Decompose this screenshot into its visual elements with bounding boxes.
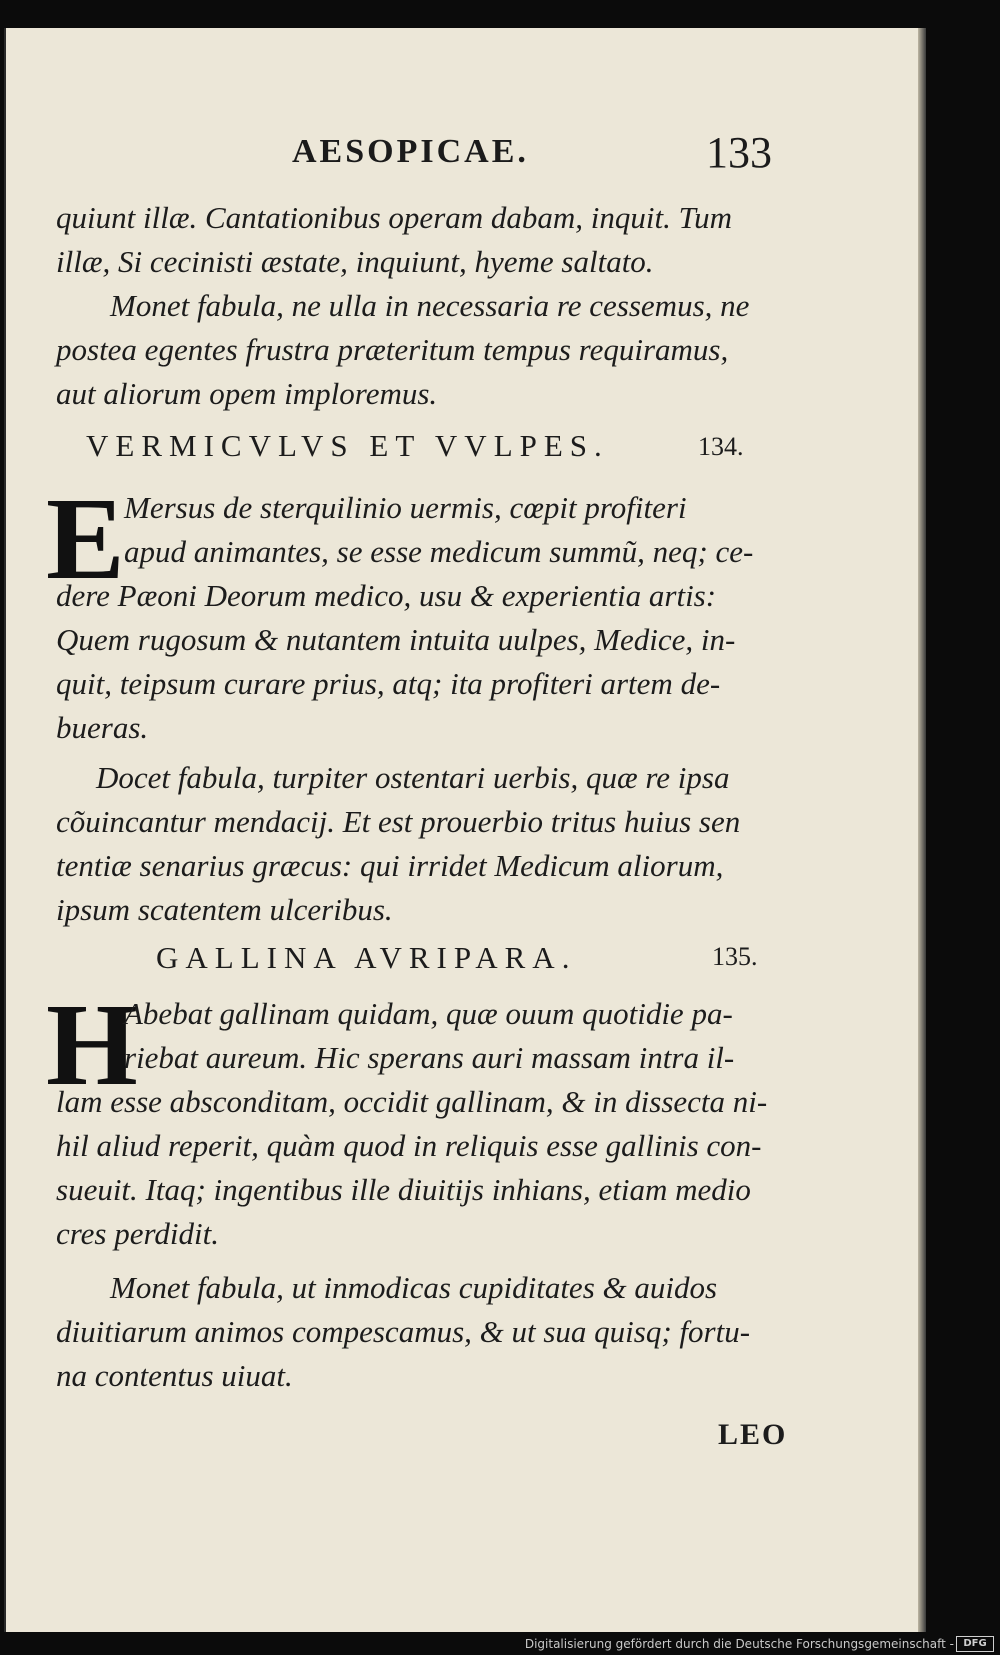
text-line: quiunt illæ. Cantationibus operam dabam, inquit. Tum [56, 200, 733, 235]
moral-line: ipsum scatentem ulceribus. [56, 892, 393, 927]
book-page [4, 28, 924, 1632]
fable-title: GALLINA AVRIPARA. [156, 940, 577, 975]
page-number: 133 [706, 128, 772, 177]
page-header [6, 128, 924, 183]
moral-line: Monet fabula, ne ulla in necessaria re cessemus, ne [110, 288, 750, 323]
page-edge [918, 28, 926, 1632]
moral-line: Monet fabula, ut inmodicas cupiditates & auidos [110, 1270, 718, 1305]
text-line: illæ, Si cecinisti æstate, inquiunt, hyeme saltato. [56, 244, 654, 279]
running-head: AESOPICAE. [292, 133, 529, 170]
text-line: apud animantes, se esse medicum summũ, neq; ce- [124, 534, 754, 569]
fable-title: VERMICVLVS ET VVLPES. [86, 428, 609, 463]
moral-line: postea egentes frustra præteritum tempus requiramus, [56, 332, 729, 367]
text-line: cres perdidit. [56, 1216, 220, 1251]
moral-line: tentiæ senarius græcus: qui irridet Medicum aliorum, [56, 848, 724, 883]
moral-line: na contentus uiuat. [56, 1358, 293, 1393]
text-line: sueuit. Itaq; ingentibus ille diuitijs inhians, etiam medio [56, 1172, 751, 1207]
fable-number: 134. [698, 432, 744, 461]
drop-cap: E [46, 473, 125, 604]
digitization-credit: Digitalisierung gefördert durch die Deutsche Forschungsgemeinschaft - [524, 1637, 954, 1651]
text-line: dere Pæoni Deorum medico, usu & experientia artis: [56, 578, 717, 613]
moral-line: Docet fabula, turpiter ostentari uerbis, quæ re ipsa [96, 760, 730, 795]
dfg-logo: DFG [956, 1636, 994, 1652]
fable-number: 135. [712, 942, 758, 971]
moral-line: aut aliorum opem imploremus. [56, 376, 438, 411]
moral-line: cõuincantur mendacij. Et est prouerbio tritus huius sen [56, 804, 741, 839]
text-line: hil aliud reperit, quàm quod in reliquis esse gallinis con- [56, 1128, 762, 1163]
text-line: Mersus de sterquilinio uermis, cœpit profiteri [124, 490, 687, 525]
text-line: riebat aureum. Hic sperans auri massam intra il- [124, 1040, 735, 1075]
text-line: bueras. [56, 710, 149, 745]
text-line: Abebat gallinam quidam, quæ ouum quotidie pa- [124, 996, 733, 1031]
drop-cap: H [46, 979, 138, 1110]
text-line: Quem rugosum & nutantem intuita uulpes, Medice, in- [56, 622, 736, 657]
text-line: lam esse absconditam, occidit gallinam, & in dissecta ni- [56, 1084, 768, 1119]
text-line: quit, teipsum curare prius, atq; ita profiteri artem de- [56, 666, 721, 701]
catchword: LEO [718, 1418, 788, 1451]
moral-line: diuitiarum animos compescamus, & ut sua quisq; fortu- [56, 1314, 751, 1349]
